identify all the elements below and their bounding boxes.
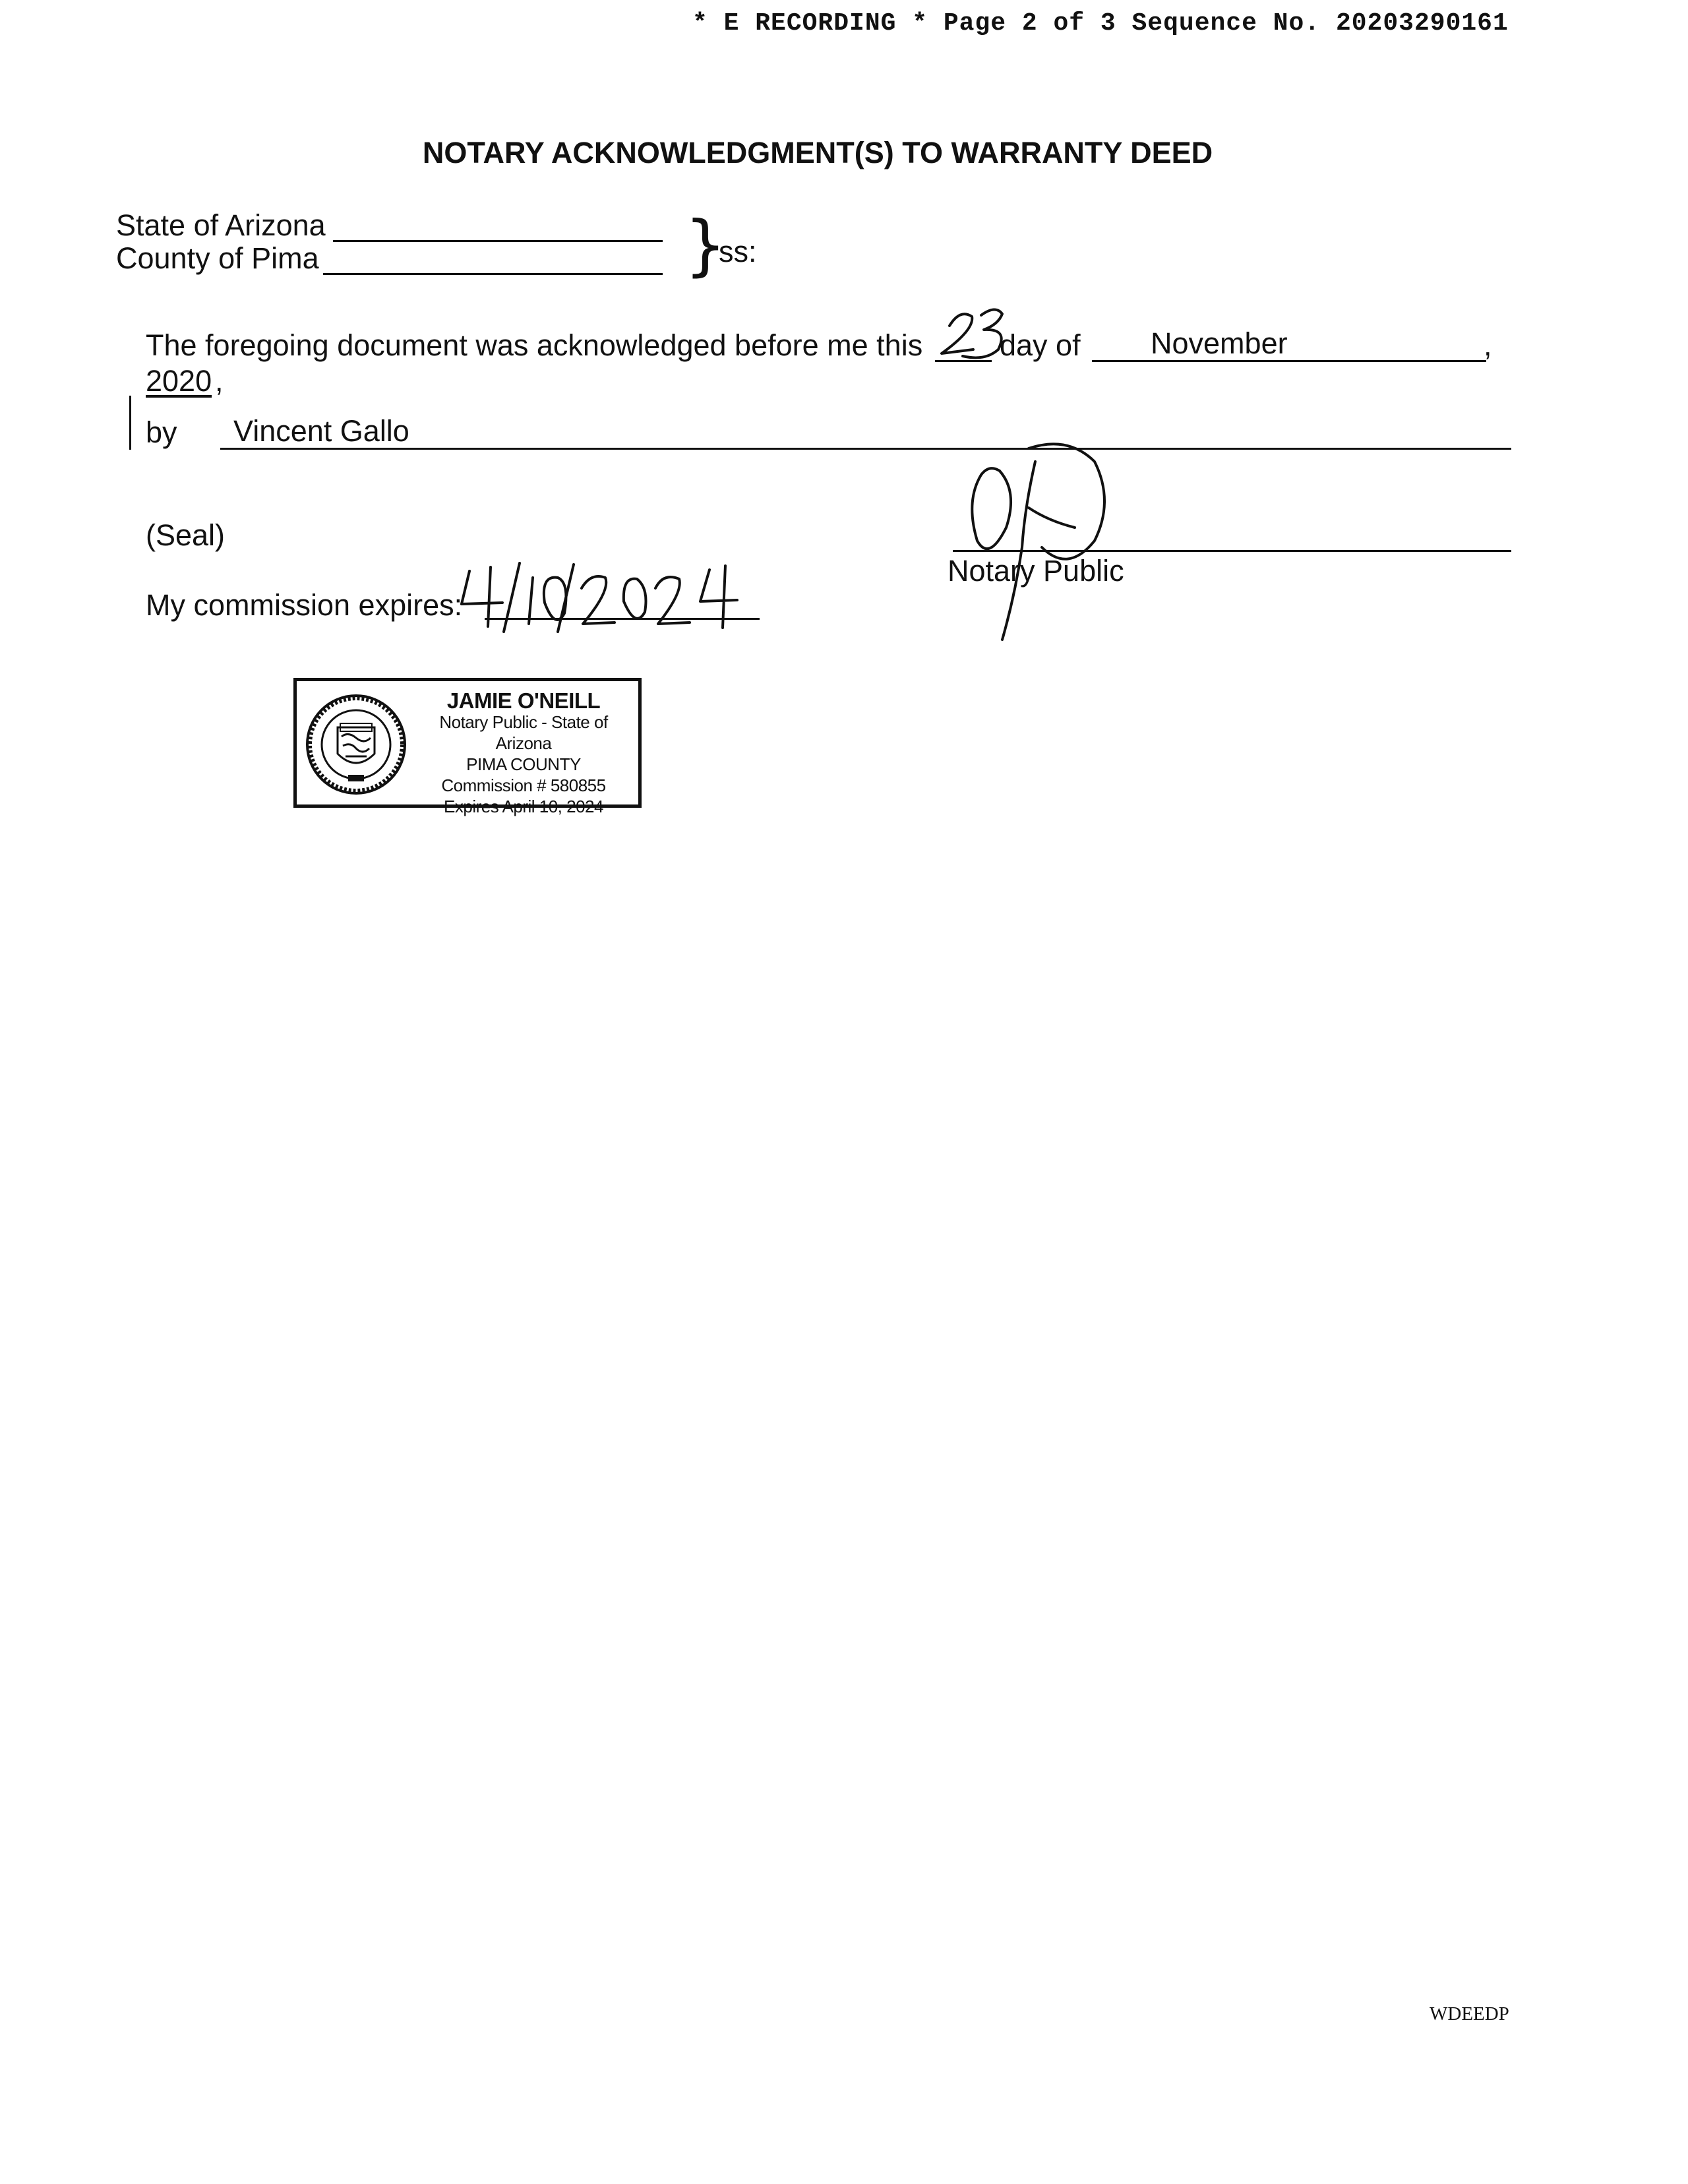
stamp-commission-number: Commission # 580855 xyxy=(441,775,606,795)
state-underline xyxy=(333,240,663,242)
stamp-title: Notary Public - State of Arizona xyxy=(439,712,608,753)
year-value: 2020 xyxy=(146,364,212,398)
month-value: November xyxy=(1151,326,1288,360)
county-underline xyxy=(323,273,663,275)
signer-underline xyxy=(220,448,1511,450)
day-underline xyxy=(935,360,992,362)
handwritten-commission-date xyxy=(462,563,737,632)
stamp-expiration: Expires April 10, 2024 xyxy=(444,797,603,816)
signer-name: Vincent Gallo xyxy=(233,414,409,448)
handwritten-day xyxy=(942,309,1002,357)
recording-header: * E RECORDING * Page 2 of 3 Sequence No. 20203290161 xyxy=(692,9,1509,38)
ss-label: ss: xyxy=(719,235,757,268)
form-code: WDEEDP xyxy=(1430,2003,1509,2024)
month-comma: , xyxy=(1484,328,1492,362)
year-comma: , xyxy=(215,364,224,398)
acknowledgment-lead-text: The foregoing document was acknowledged before me this xyxy=(146,328,923,362)
county-label: County of Pima xyxy=(116,241,319,275)
stamp-county: PIMA COUNTY xyxy=(466,754,581,774)
notary-signature-line xyxy=(953,550,1511,552)
state-seal-icon xyxy=(305,693,407,796)
state-label: State of Arizona xyxy=(116,208,326,242)
notary-signature xyxy=(972,444,1104,640)
stamp-notary-name: JAMIE O'NEILL xyxy=(446,688,601,713)
by-label: by xyxy=(146,415,177,449)
day-of-label: day of xyxy=(1000,328,1081,362)
margin-bar xyxy=(129,396,131,450)
venue-brace: } xyxy=(684,206,727,284)
notary-stamp xyxy=(293,678,642,816)
seal-label: (Seal) xyxy=(146,518,226,552)
notary-public-label: Notary Public xyxy=(948,554,1124,588)
document-title: NOTARY ACKNOWLEDGMENT(S) TO WARRANTY DEED xyxy=(422,136,1213,169)
commission-underline xyxy=(485,618,760,620)
commission-label: My commission expires: xyxy=(146,588,463,622)
